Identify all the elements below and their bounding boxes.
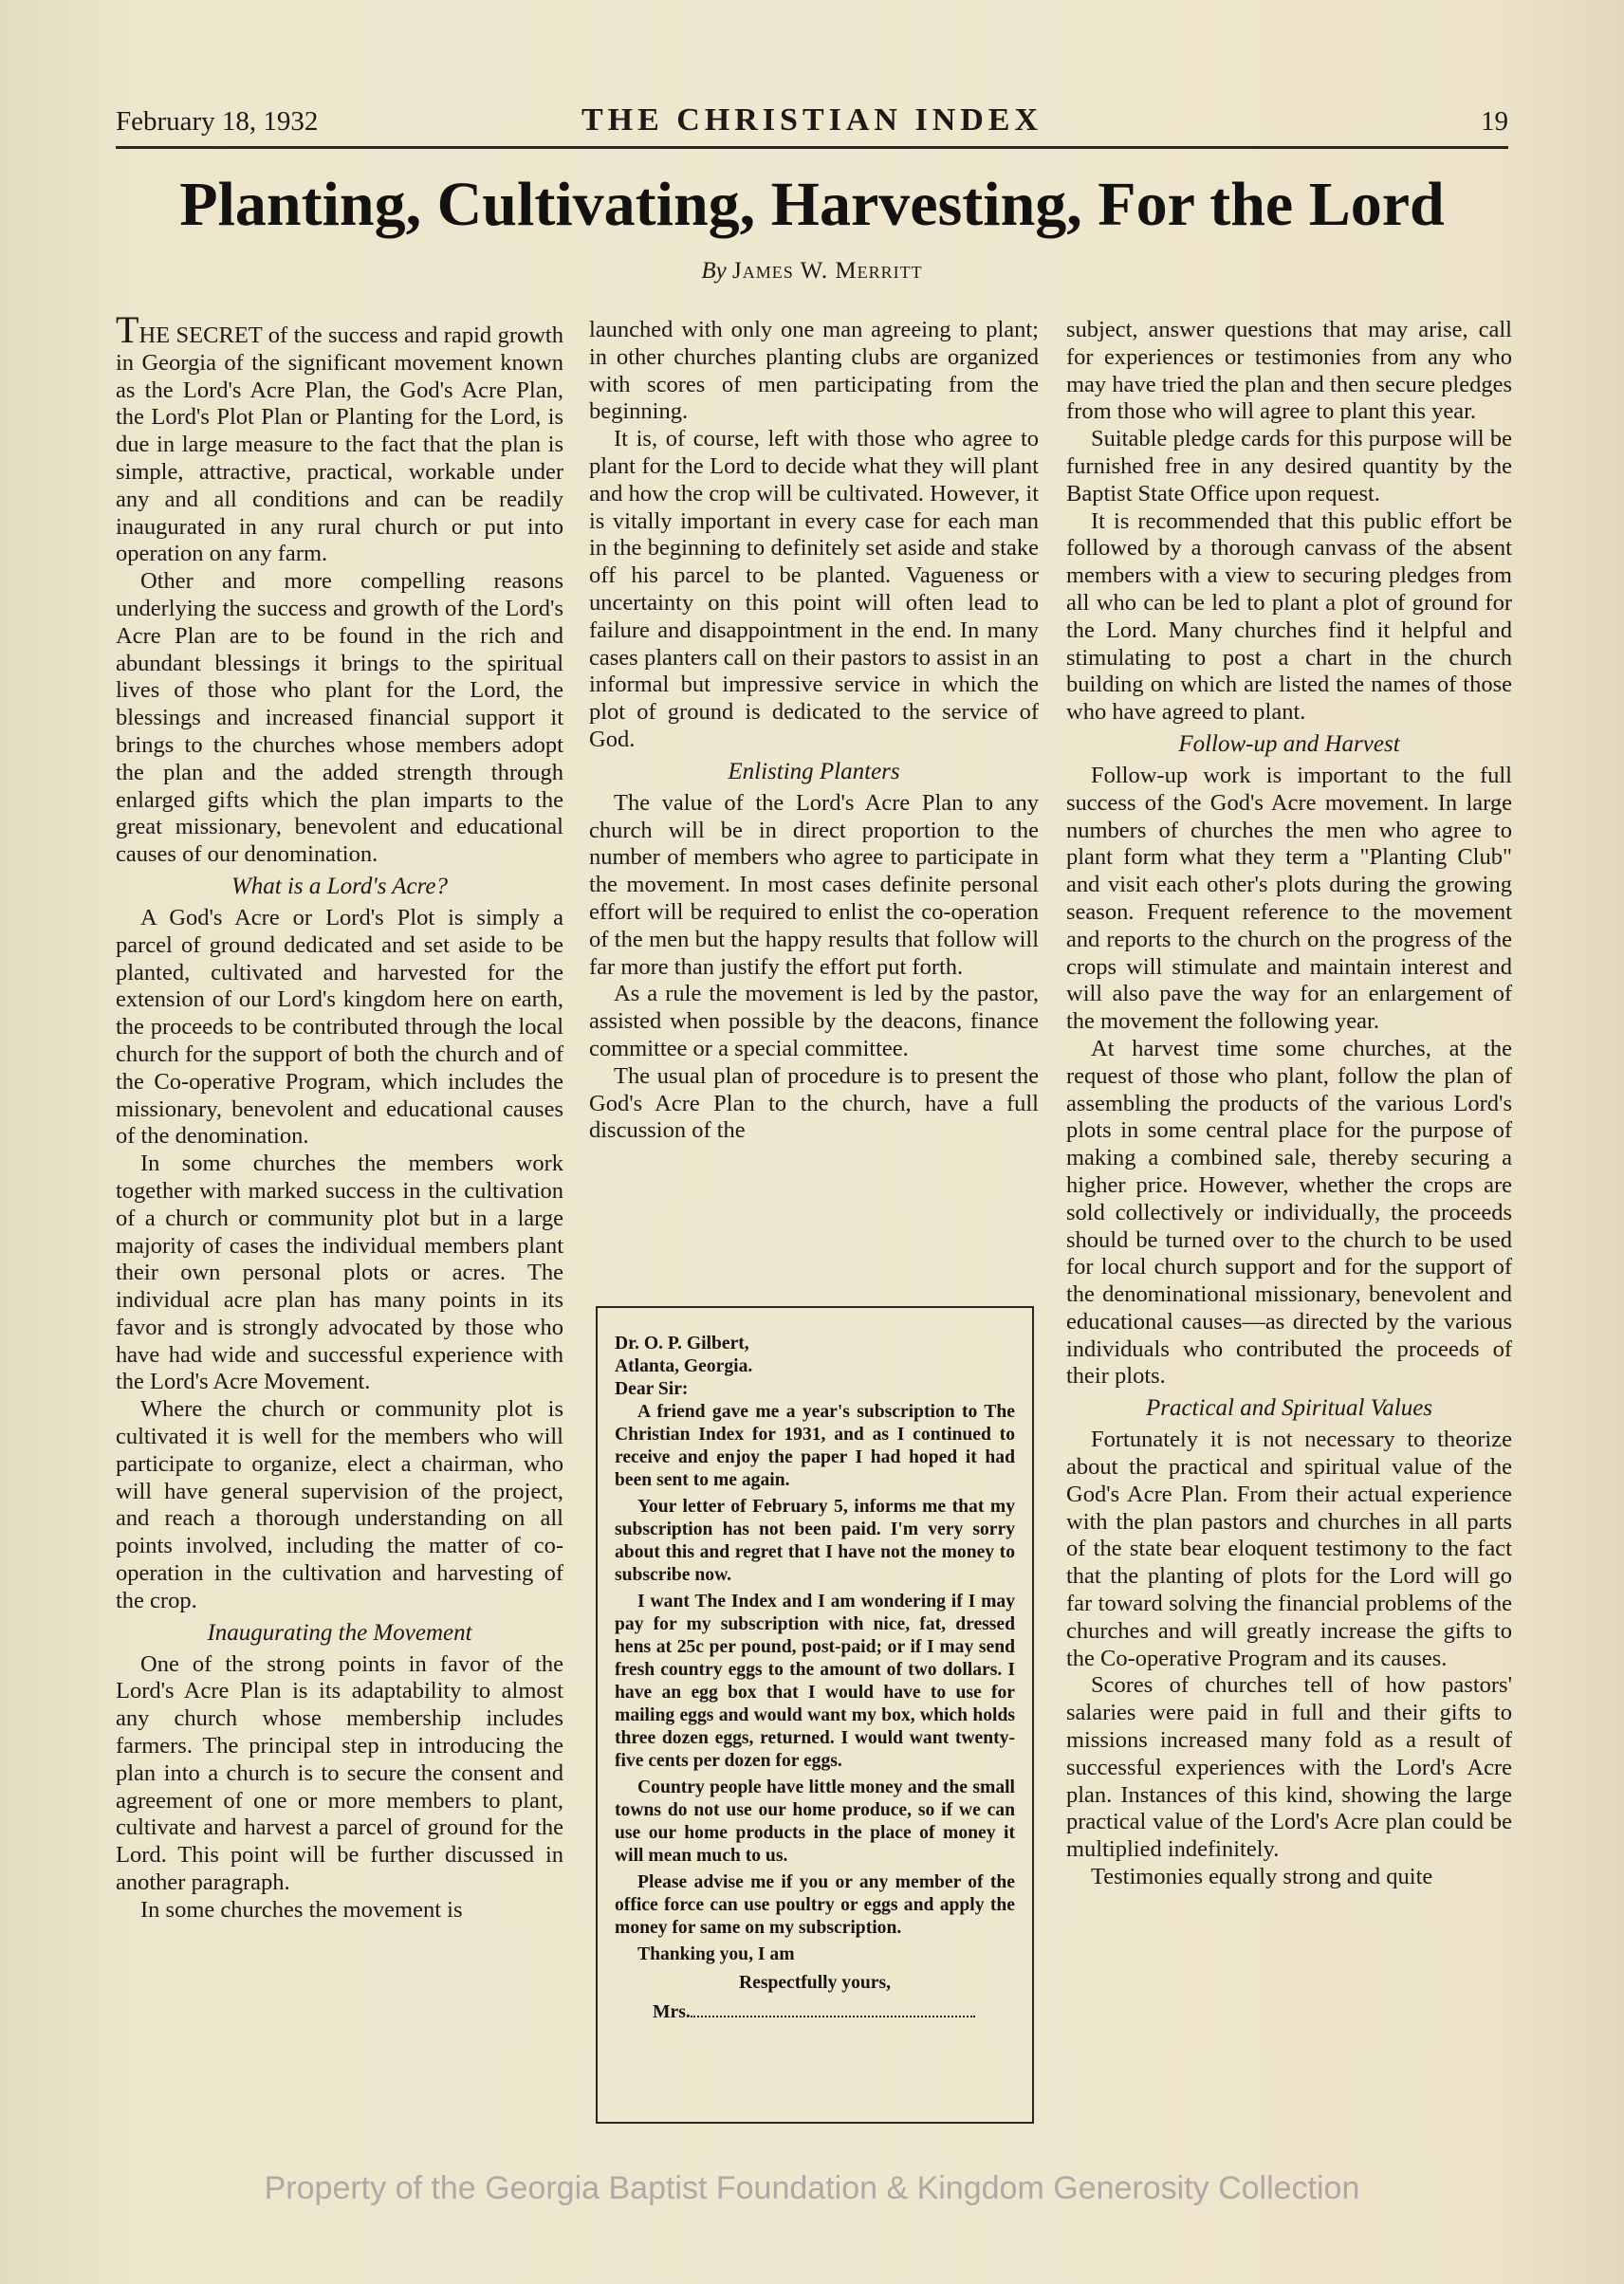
- letter-addressee: Dr. O. P. Gilbert,: [615, 1334, 749, 1354]
- letter-paragraph: Please advise me if you or any member of the office force can use poultry or eggs and apply the money for same on my subscription.: [615, 1872, 1015, 1938]
- letter-paragraph: A friend gave me a year's subscription to The Christian Index for 1931, and as I continued to receive and enjoy the paper I had hoped it had been sent to me again.: [615, 1402, 1015, 1490]
- paragraph: [116, 308, 563, 568]
- page-number: 19: [1481, 106, 1508, 137]
- column-2: [589, 317, 1039, 1145]
- collection-watermark: Property of the Georgia Baptist Foundation & Kingdom Generosity Collection: [264, 2170, 1360, 2206]
- paragraph: subject, answer questions that may arise, call for experiences or testimonies from any who may have tried the plan and then secure pledges from those who will agree to plant this year.: [1066, 317, 1512, 425]
- letter-paragraph: Your letter of February 5, informs me that my subscription has not been paid. I'm very sorry about this and regret that I have not the money to subscribe now.: [615, 1497, 1015, 1585]
- letter-salutation: Dear Sir:: [615, 1379, 689, 1399]
- paragraph: As a rule the movement is led by the pastor, assisted when possible by the deacons, finance committee or a special committee.: [589, 981, 1039, 1061]
- section-heading: Follow-up and Harvest: [1178, 730, 1400, 757]
- letter-paragraph: Country people have little money and the small towns do not use our home produce, so if we can use our home products in the place of money it will mean much to us.: [615, 1777, 1015, 1866]
- paragraph: One of the strong points in favor of the Lord's Acre Plan is its adaptability to almost any church whose membership includes farmers. The principal step in introducing the plan into a church is to secure the consent and agreement of one or more members to plant, cultivate and harvest a parcel of ground for the Lord. This point will be further discussed in another paragraph.: [116, 1650, 563, 1896]
- article-title: Planting, Cultivating, Harvesting, For the Lord: [179, 170, 1445, 239]
- paragraph: The value of the Lord's Acre Plan to any church will be in direct proportion to the number of members who agree to participate in the movement. In most cases definite personal effort will be required to enlist the co-operation of the men but the happy results that follow will far more than justify the effort put forth.: [589, 789, 1039, 980]
- byline-prefix: By: [701, 258, 727, 284]
- paragraph: Scores of churches tell of how pastors' salaries were paid in full and their gifts to missions increased many fold as a result of successful experiences with the Lord's Acre plan. Instances of this kind, showing the large practical value of the Lord's Acre plan could be multiplied indefinitely.: [1066, 1672, 1512, 1863]
- section-heading: Inaugurating the Movement: [207, 1619, 472, 1646]
- paragraph: Where the church or community plot is cultivated it is well for the members who will participate to organize, elect a chairman, who will have general supervision of the project, and reach a thorough understanding on all points involved, including the matter of co-operation in the cultivation and harvesting of the crop.: [116, 1396, 563, 1613]
- section-heading: Enlisting Planters: [728, 758, 900, 784]
- page-header: [116, 101, 1508, 149]
- byline: [116, 258, 1508, 285]
- paragraph-text: HE SECRET of the success and rapid growth in Georgia of the significant movement known as the Lord's Acre Plan, the God's Acre Plan, the Lord's Plot Plan or Planting for the Lord, is due in large measure to the fact that the plan is simple, attractive, practical, workable under any and all conditions and can be readily inaugurated in any rural church or put into operation on any farm.: [116, 322, 563, 567]
- paragraph: Suitable pledge cards for this purpose will be furnished free in any desired quantity by the Baptist State Office upon request.: [1066, 426, 1512, 507]
- letter-closing: Respectfully yours,: [738, 1973, 891, 1993]
- paragraph: In some churches the members work together with marked success in the cultivation of a church or community plot but in a large majority of cases the individual members plant their own personal plots or acres. The individual acre plan has many points in its favor and is strongly advocated by those who have had wide and successful experience with the Lord's Acre Movement.: [116, 1151, 563, 1395]
- column-3: [1066, 317, 1512, 1891]
- publication-name: THE CHRISTIAN INDEX: [581, 102, 1043, 138]
- letter-signature: [615, 2000, 1015, 2024]
- paragraph: launched with only one man agreeing to plant; in other churches planting clubs are organized with scores of men participating from the beginning.: [589, 317, 1039, 425]
- paragraph: Other and more compelling reasons underlying the success and growth of the Lord's Acre Plan are to be found in the rich and abundant blessings it brings to the spiritual lives of those who plant for the Lord, the blessings and increased financial support it brings to the churches whose members adopt the plan and the added strength through enlarged gifts which the plan imparts to the great missionary, benevolent and educational causes of our denomination.: [116, 568, 563, 868]
- letter-paragraph: I want The Index and I am wondering if I may pay for my subscription with nice, fat, dressed hens at 25c per pound, post-paid; or if I may send fresh country eggs to the amount of two dollars. I have an egg box that I would have to use for mailing eggs and would want my box, which holds three dozen eggs, returned. I would want twenty-five cents per dozen for eggs.: [615, 1592, 1015, 1771]
- signature-label: Mrs.: [653, 2002, 691, 2022]
- paragraph: Testimonies equally strong and quite: [1091, 1864, 1433, 1890]
- paragraph: A God's Acre or Lord's Plot is simply a parcel of ground dedicated and set aside to be planted, cultivated and harvested for the extension of our Lord's kingdom here on earth, the proceeds to be contributed through the local church for the support of both the church and of the Co-operative Program, which includes the missionary, benevolent and educational causes of the denomination.: [116, 904, 563, 1150]
- paragraph: At harvest time some churches, at the request of those who plant, follow the plan of assembling the products of the various Lord's plots in some central place for the purpose of making a combined sale, thereby securing a higher price. However, whether the crops are sold collectively or individually, the proceeds should be turned over to the church to be used for local church support and for the support of the denominational missionary, benevolent and educational causes—as directed by the various individuals who contributed the proceeds of their plots.: [1066, 1035, 1512, 1390]
- paragraph: In some churches the movement is: [140, 1896, 463, 1923]
- paragraph: It is, of course, left with those who agree to plant for the Lord to decide what they will plant and how the crop will be cultivated. However, it is vitally important in every case for each man in the beginning to definitely set aside and stake off his parcel to be planted. Vagueness or uncertainty on this point will often lead to failure and disappointment in the end. In many cases planters call on their pastors to assist in an informal but impressive service in which the plot of ground is dedicated to the service of God.: [589, 426, 1039, 752]
- paragraph: The usual plan of procedure is to present the God's Acre Plan to the church, have a full discussion of the: [589, 1062, 1039, 1144]
- column-1: [116, 308, 563, 1925]
- section-heading: Practical and Spiritual Values: [1145, 1395, 1433, 1422]
- letter-city: Atlanta, Georgia.: [615, 1356, 753, 1376]
- issue-date: February 18, 1932: [116, 106, 319, 137]
- signature-line: [691, 2000, 975, 2017]
- paragraph: Follow-up work is important to the full success of the God's Acre movement. In large numbers of churches the men who agree to plant form what they term a "Planting Club" and visit each other's plots during the growing season. Frequent reference to the movement and reports to the church on the progress of the crops will stimulate and maintain interest and will also pave the way for an enlargement of the movement the following year.: [1066, 762, 1512, 1035]
- author-name: James W. Merritt: [732, 258, 923, 284]
- drop-cap: T: [116, 308, 139, 351]
- paragraph: It is recommended that this public effort be followed by a thorough canvass of the absent members with a view to securing pledges from all who can be led to plant a plot of ground for the Lord. Many churches find it helpful and stimulating to post a chart in the church building on which are listed the names of those who have agreed to plant.: [1066, 507, 1512, 726]
- reader-letter-box: [596, 1306, 1034, 2124]
- paragraph: Fortunately it is not necessary to theorize about the practical and spiritual value of the God's Acre Plan. From their actual experience with the plan pastors and churches in all parts of the state bear eloquent testimony to the fact that the planting of plots for the Lord will go far toward solving the financial problems of the churches and will greatly increase the gifts to the Co-operative Program and its causes.: [1066, 1427, 1512, 1671]
- section-heading: What is a Lord's Acre?: [231, 873, 449, 899]
- letter-thanks: Thanking you, I am: [637, 1944, 795, 1964]
